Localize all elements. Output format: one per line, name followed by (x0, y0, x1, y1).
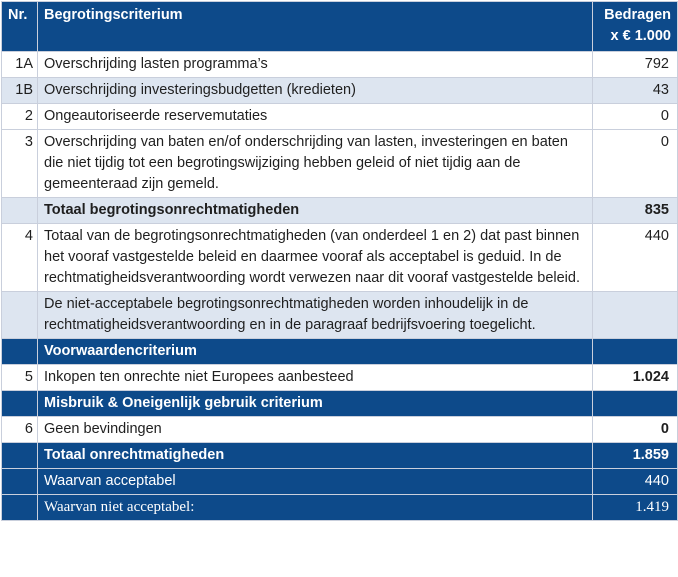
section-header-row (2, 339, 678, 365)
row-nr (2, 495, 38, 521)
header-amount-line1: Bedragen (604, 7, 671, 23)
row-amount: 0 (593, 130, 678, 198)
row-amount: 0 (593, 104, 678, 130)
row-nr: 4 (2, 224, 38, 292)
row-amount: 440 (593, 224, 678, 292)
row-amount: 43 (593, 78, 678, 104)
row-text: Geen bevindingen (38, 417, 593, 443)
row-text: Misbruik & Oneigenlijk gebruik criterium (38, 391, 593, 417)
row-nr (2, 292, 38, 339)
row-nr (2, 443, 38, 469)
total-row (2, 443, 678, 469)
header-amount-line2: x € 1.000 (610, 28, 671, 44)
row-amount: 440 (593, 469, 678, 495)
row-text: Overschrijding van baten en/of onderschrijding van lasten, investeringen en baten die niet tijdig tot een begrotingswijziging hebben geleid of niet tijdig aan de gemeenteraad zijn gemeld. (38, 130, 593, 198)
row-text: Totaal begrotingsonrechtmatigheden (38, 198, 593, 224)
row-text: Overschrijding investeringsbudgetten (kredieten) (38, 78, 593, 104)
table-row (2, 224, 678, 292)
row-nr: 2 (2, 104, 38, 130)
row-nr: 1A (2, 52, 38, 78)
row-amount: 1.024 (593, 365, 678, 391)
row-nr (2, 339, 38, 365)
total-row (2, 469, 678, 495)
row-amount: 835 (593, 198, 678, 224)
row-nr: 5 (2, 365, 38, 391)
row-text: Ongeautoriseerde reservemutaties (38, 104, 593, 130)
table-row (2, 365, 678, 391)
row-text: Waarvan acceptabel (38, 469, 593, 495)
row-nr (2, 469, 38, 495)
row-nr: 6 (2, 417, 38, 443)
row-amount (593, 391, 678, 417)
row-nr: 3 (2, 130, 38, 198)
header-criterion: Begrotingscriterium (38, 2, 593, 52)
table-row (2, 78, 678, 104)
section-header-row (2, 391, 678, 417)
row-text: Totaal onrechtmatigheden (38, 443, 593, 469)
row-text: Totaal van de begrotingsonrechtmatigheden (van onderdeel 1 en 2) dat past binnen het vooraf vastgestelde beleid en daarmee vooraf als acceptabel is geduid. In de rechtmatigheidsverantwoording wordt verwezen naar dit vooraf vastgestelde beleid. (38, 224, 593, 292)
row-nr (2, 198, 38, 224)
row-text: Overschrijding lasten programma’s (38, 52, 593, 78)
row-amount: 0 (593, 417, 678, 443)
row-amount (593, 339, 678, 365)
header-amount (593, 2, 678, 52)
budget-criteria-table (1, 1, 678, 521)
total-row (2, 495, 678, 521)
row-amount: 1.859 (593, 443, 678, 469)
row-nr: 1B (2, 78, 38, 104)
note-row (2, 292, 678, 339)
table-row (2, 417, 678, 443)
header-nr: Nr. (2, 2, 38, 52)
table-row (2, 52, 678, 78)
row-text: De niet-acceptabele begrotingsonrechtmatigheden worden inhoudelijk in de rechtmatigheidsverantwoording en in de paragraaf bedrijfsvoering toegelicht. (38, 292, 593, 339)
row-amount (593, 292, 678, 339)
row-text: Waarvan niet acceptabel: (38, 495, 593, 521)
row-nr (2, 391, 38, 417)
subtotal-row (2, 198, 678, 224)
row-text: Voorwaardencriterium (38, 339, 593, 365)
row-amount: 792 (593, 52, 678, 78)
table-row (2, 130, 678, 198)
row-text: Inkopen ten onrechte niet Europees aanbesteed (38, 365, 593, 391)
table-row (2, 104, 678, 130)
row-amount: 1.419 (593, 495, 678, 521)
table-header-row (2, 2, 678, 52)
